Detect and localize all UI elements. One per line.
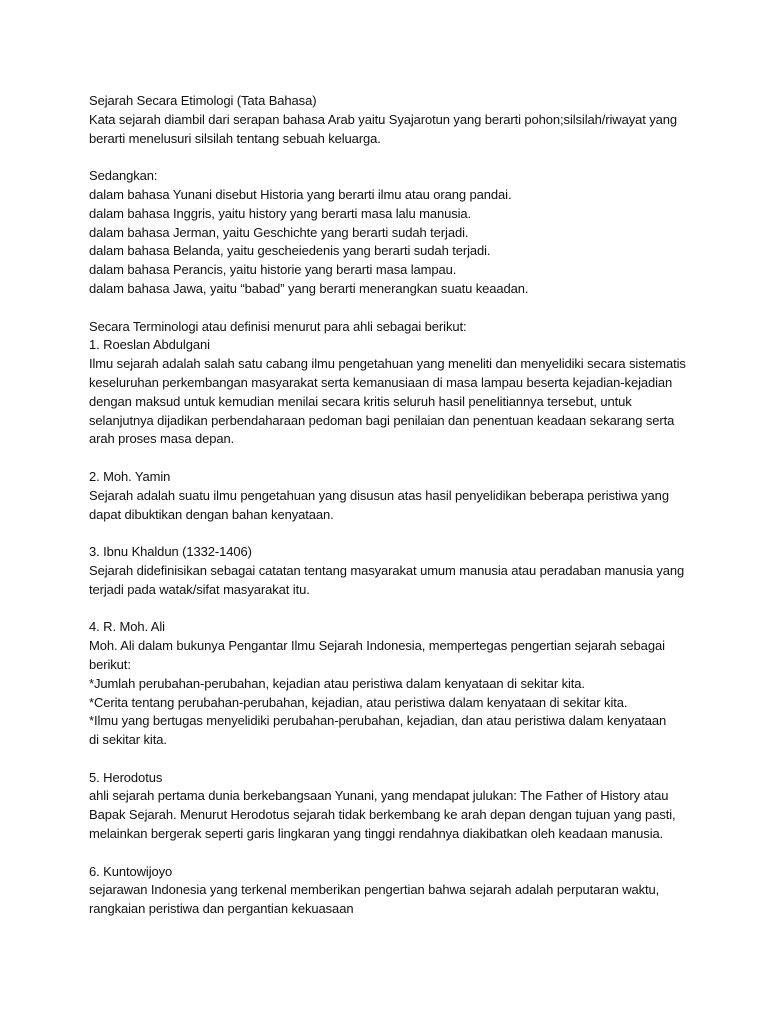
expert-heading: 6. Kuntowijoyo bbox=[89, 863, 173, 879]
expert-text-line: sejarawan Indonesia yang terkenal memberikan pengertian bahwa sejarah adalah perputaran waktu, bbox=[89, 882, 660, 898]
etymology-heading: Sejarah Secara Etimologi (Tata Bahasa) bbox=[89, 93, 317, 108]
expert-text-line: Bapak Sejarah. Menurut Herodotus sejarah tidak berkembang ke arah depan dengan tujuan yang pasti, bbox=[89, 807, 676, 823]
expert-text-line: berikut: bbox=[89, 656, 131, 672]
language-list-item: dalam bahasa Inggris, yaitu history yang berarti masa lalu manusia. bbox=[89, 205, 472, 221]
expert-text-line: Sejarah adalah suatu ilmu pengetahuan yang disusun atas hasil penyelidikan beberapa peristiwa yang bbox=[89, 487, 669, 503]
expert-text-line: Moh. Ali dalam bukunya Pengantar Ilmu Sejarah Indonesia, mempertegas pengertian sejarah sebagai bbox=[89, 638, 665, 654]
expert-text-line: melainkan bergerak seperti garis lingkaran yang tinggi rendahnya diakibatkan oleh keadaan manusia. bbox=[89, 826, 664, 842]
expert-heading: 5. Herodotus bbox=[89, 769, 163, 785]
expert-heading: 3. Ibnu Khaldun (1332-1406) bbox=[89, 544, 252, 560]
language-list-item: dalam bahasa Jerman, yaitu Geschichte yang berarti sudah terjadi. bbox=[89, 224, 469, 240]
expert-text-line: *Jumlah perubahan-perubahan, kejadian atau peristiwa dalam kenyataan di sekitar kita. bbox=[89, 675, 585, 691]
terminology-intro: Secara Terminologi atau definisi menurut para ahli sebagai berikut: bbox=[89, 318, 467, 334]
expert-text-line: rangkaian peristiwa dan pergantian kekuasaan bbox=[89, 901, 354, 917]
paragraph-gap bbox=[89, 299, 689, 318]
expert-text-line: keseluruhan perkembangan masyarakat serta kemanusiaan di masa lampau beserta kejadian-kejadian bbox=[89, 374, 673, 390]
expert-text-line: arah proses masa depan. bbox=[89, 431, 235, 447]
expert-text-line: dengan maksud untuk kemudian menilai secara kritis seluruh hasil penelitiannya tersebut, untuk bbox=[89, 393, 632, 409]
paragraph-gap bbox=[89, 524, 689, 543]
expert-text-line: selanjutnya dijadikan perbendaharaan pedoman bagi penilaian dan penentuan keadaan sekarang serta bbox=[89, 412, 675, 428]
language-list-item: dalam bahasa Jawa, yaitu “babad” yang berarti menerangkan suatu keaadan. bbox=[89, 280, 529, 296]
paragraph-gap bbox=[89, 844, 689, 863]
document-page bbox=[89, 92, 689, 919]
expert-heading: 1. Roeslan Abdulgani bbox=[89, 337, 210, 353]
expert-text-line: Ilmu sejarah adalah salah satu cabang ilmu pengetahuan yang meneliti dan menyelidiki secara sistematis bbox=[89, 356, 686, 372]
language-list-item: dalam bahasa Yunani disebut Historia yang berarti ilmu atau orang pandai. bbox=[89, 186, 512, 202]
expert-text-line: ahli sejarah pertama dunia berkebangsaan Yunani, yang mendapat julukan: The Father of History atau bbox=[89, 788, 669, 804]
paragraph-gap bbox=[89, 449, 689, 468]
expert-heading: 4. R. Moh. Ali bbox=[89, 619, 165, 635]
sedangkan-label: Sedangkan: bbox=[89, 168, 158, 184]
etymology-text-line: berarti menelusuri silsilah tentang sebuah keluarga. bbox=[89, 130, 381, 146]
paragraph-gap bbox=[89, 148, 689, 167]
expert-heading: 2. Moh. Yamin bbox=[89, 468, 171, 484]
expert-text-line: *Cerita tentang perubahan-perubahan, kejadian, atau peristiwa dalam kenyataan di sekitar kita. bbox=[89, 694, 628, 710]
expert-text-line: Sejarah didefinisikan sebagai catatan tentang masyarakat umum manusia atau peradaban manusia yang bbox=[89, 562, 685, 578]
expert-text-line: dapat dibuktikan dengan bahan kenyataan. bbox=[89, 506, 334, 522]
expert-text-line: di sekitar kita. bbox=[89, 732, 167, 748]
paragraph-gap bbox=[89, 750, 689, 769]
paragraph-gap bbox=[89, 600, 689, 619]
language-list-item: dalam bahasa Perancis, yaitu historie yang berarti masa lampau. bbox=[89, 262, 457, 278]
etymology-text-line: Kata sejarah diambil dari serapan bahasa Arab yaitu Syajarotun yang berarti pohon;silsilah/riwayat yang bbox=[89, 111, 678, 127]
expert-text-line: *Ilmu yang bertugas menyelidiki perubahan-perubahan, kejadian, dan atau peristiwa dalam kenyataan bbox=[89, 713, 667, 729]
expert-text-line: terjadi pada watak/sifat masyarakat itu. bbox=[89, 581, 310, 597]
language-list-item: dalam bahasa Belanda, yaitu gescheiedenis yang berarti sudah terjadi. bbox=[89, 243, 491, 259]
